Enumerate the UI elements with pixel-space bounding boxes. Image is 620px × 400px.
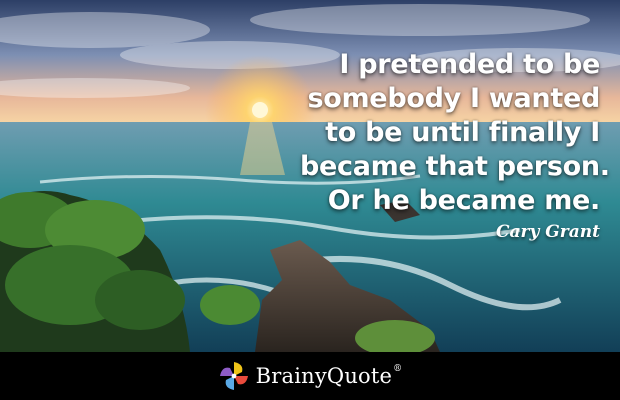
brand-name bbox=[256, 364, 403, 388]
quote-line: somebody I wanted bbox=[307, 83, 600, 114]
brand-name-primary: Brainy bbox=[255, 364, 327, 388]
quote-text-block bbox=[300, 48, 610, 242]
registered-mark: ® bbox=[393, 364, 403, 374]
quote-author: Cary Grant bbox=[495, 222, 600, 242]
pinwheel-logo-icon bbox=[218, 360, 250, 392]
quote-line: became that person. bbox=[300, 151, 610, 182]
brand-name-secondary: Quote bbox=[326, 364, 393, 388]
footer-bar bbox=[0, 352, 620, 400]
sun-core bbox=[252, 102, 268, 118]
quote-line: I pretended to be bbox=[339, 49, 600, 80]
quote-line: Or he became me. bbox=[327, 185, 600, 216]
quote-line: to be until finally I bbox=[325, 117, 600, 148]
brainyquote-brand[interactable] bbox=[218, 360, 403, 392]
